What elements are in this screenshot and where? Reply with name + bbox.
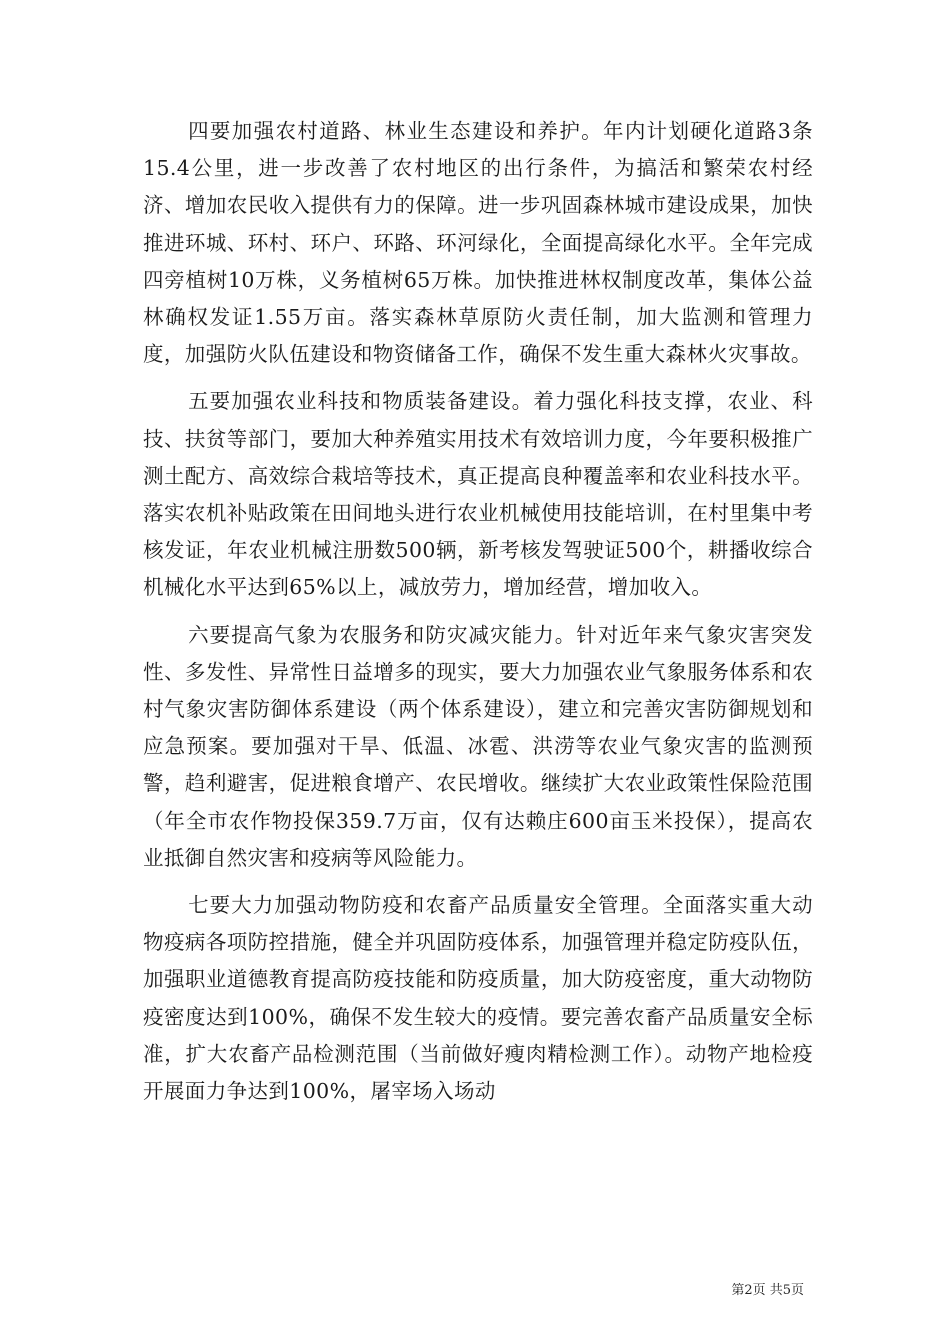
- paragraph-agri-technology: 五要加强农业科技和物质装备建设。着力强化科技支撑，农业、科技、扶贫等部门，要加大种养殖实用技术有效培训力度，今年要积极推广测土配方、高效综合栽培等技术，真正提高良种覆盖率和农业科技水平。落实农机补贴政策在田间地头进行农业机械使用技能培训，在村里集中考核发证，年农业机械注册数500辆，新考核发驾驶证500个，耕播收综合机械化水平达到65%以上，减放劳力，增加经营，增加收入。: [143, 389, 813, 600]
- paragraph-meteorology-disaster: 六要提高气象为农服务和防灾减灾能力。针对近年来气象灾害突发性、多发性、异常性日益增多的现实，要大力加强农业气象服务体系和农村气象灾害防御体系建设（两个体系建设），建立和完善灾害防御规划和应急预案。要加强对干旱、低温、冰雹、洪涝等农业气象灾害的监测预警，趋利避害，促进粮食增产、农民增收。继续扩大农业政策性保险范围（年全市农作物投保359.7万亩，仅有达赖庄600亩玉米投保），提高农业抵御自然灾害和疫病等风险能力。: [143, 622, 813, 870]
- page-number-footer: 第2页 共5页: [731, 1283, 804, 1298]
- paragraph-animal-epidemic: 七要大力加强动物防疫和农畜产品质量安全管理。全面落实重大动物疫病各项防控措施，健全并巩固防疫体系，加强管理并稳定防疫队伍，加强职业道德教育提高防疫技能和防疫质量，加大防疫密度，重大动物防疫密度达到100%，确保不发生较大的疫情。要完善农畜产品质量安全标准，扩大农畜产品检测范围（当前做好瘦肉精检测工作）。动物产地检疫开展面力争达到100%，屠宰场入场动: [143, 893, 813, 1104]
- document-body: [143, 113, 813, 1120]
- paragraph-road-forestry: 四要加强农村道路、林业生态建设和养护。年内计划硬化道路3条15.4公里，进一步改善了农村地区的出行条件，为搞活和繁荣农村经济、增加农民收入提供有力的保障。进一步巩固森林城市建设成果，加快推进环城、环村、环户、环路、环河绿化，全面提高绿化水平。全年完成四旁植树10万株，义务植树65万株。加快推进林权制度改革，集体公益林确权发证1.55万亩。落实森林草原防火责任制，加大监测和管理力度，加强防火队伍建设和物资储备工作，确保不发生重大森林火灾事故。: [143, 119, 813, 367]
